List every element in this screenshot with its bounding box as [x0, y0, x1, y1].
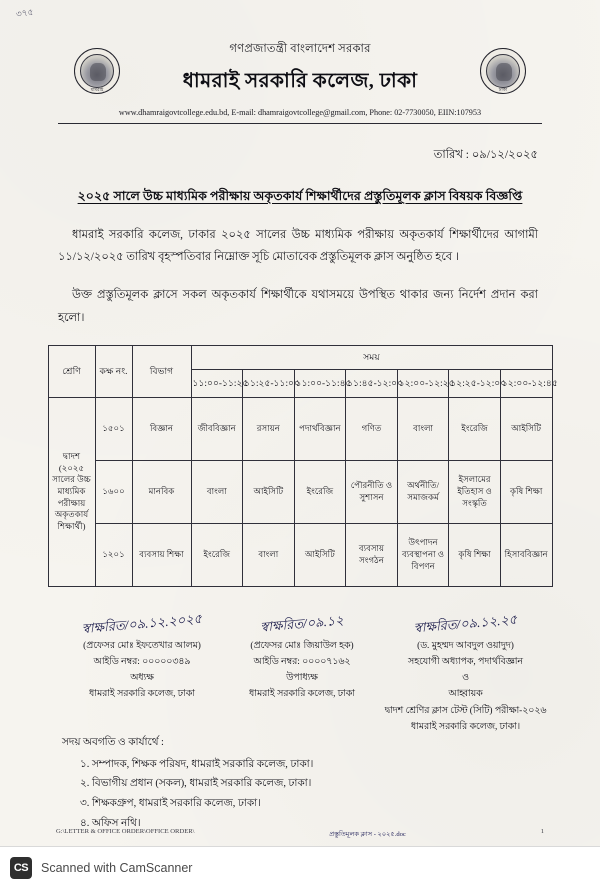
notice-paragraph-2: উক্ত প্রস্তুতিমূলক ক্লাসে সকল অকৃতকার্য শিক্ষার্থীকে যথাসময়ে উপস্থিত থাকার জন্য নির্দেশ প্রদান করা হলো।	[58, 289, 538, 324]
signature-role: আহ্বায়ক	[448, 689, 483, 700]
subject-cell: হিসাববিজ্ঞান	[500, 523, 552, 586]
signature-id: আইডি নম্বর: ০০০০৭১৬২	[253, 656, 351, 667]
camscanner-watermark-bar	[0, 846, 600, 888]
table-header-row	[48, 345, 552, 369]
table-row	[48, 460, 552, 523]
room-cell: ১৬০০	[95, 460, 132, 523]
signature-designation: উপাধ্যক্ষ	[286, 673, 318, 684]
subject-cell: উৎপাদন ব্যবস্থাপনা ও বিপণন	[397, 523, 449, 586]
subject-cell: আইসিটি	[500, 397, 552, 460]
list-item: ৪. অফিস নথি।	[80, 817, 141, 829]
subject-cell: পদার্থবিজ্ঞান	[294, 397, 346, 460]
subject-cell: বাংলা	[243, 523, 295, 586]
date-line: তারিখ : ০৯/১২/২০২৫	[433, 149, 538, 161]
right-logo-caption: ঢাকা	[498, 86, 508, 92]
header-class: শ্রেণি	[48, 345, 95, 397]
table-row	[48, 523, 552, 586]
camscanner-logo-icon: CS	[10, 857, 32, 879]
subject-cell: কৃষি শিক্ষা	[449, 523, 501, 586]
signature-name: (প্রফেসর মোঃ ইফতেখার আলম)	[83, 640, 201, 651]
subject-cell: ইসলামের ইতিহাস ও সংস্কৃতি	[449, 460, 501, 523]
college-logo-icon	[480, 48, 526, 94]
signature-institution: ধামরাই সরকারি কলেজ, ঢাকা	[249, 689, 355, 700]
room-cell: ১২০১	[95, 523, 132, 586]
time-slot-7: ১২:০০-১২:৪৫	[500, 369, 552, 397]
signature-designation: সহযোগী অধ্যাপক, পদার্থবিজ্ঞান	[408, 656, 523, 667]
handwritten-corner-note: ৩৭৫	[15, 6, 35, 20]
header-group: বিভাগ	[132, 345, 191, 397]
footer-path: G:\LETTER & OFFICE ORDER\OFFICE ORDER\	[56, 828, 195, 835]
time-slot-5: ১২:০০-১২:২৫	[397, 369, 449, 397]
subject-cell: গণিত	[346, 397, 398, 460]
subject-cell: ইংরেজি	[294, 460, 346, 523]
distribution-heading: সদয় অবগতি ও কার্যার্থে :	[62, 736, 164, 748]
time-slot-2: ১১:২৫-১১:০০	[243, 369, 295, 397]
subject-cell: রসায়ন	[243, 397, 295, 460]
subject-cell: বাংলা	[397, 397, 449, 460]
time-slot-6: ১২:২৫-১২:০০	[449, 369, 501, 397]
class-label-cell: দ্বাদশ (২০২৫ সালের উচ্চ মাধ্যমিক পরীক্ষায় অকৃতকার্য শিক্ষার্থী)	[48, 397, 95, 586]
subject-cell: ইংরেজি	[191, 523, 243, 586]
room-cell: ১৫০১	[95, 397, 132, 460]
subject-cell: আইসিটি	[243, 460, 295, 523]
time-slot-1: ১১:০০-১১:২৫	[191, 369, 243, 397]
list-item: ২. বিভাগীয় প্রধান (সকল), ধামরাই সরকারি কলেজ, ঢাকা।	[80, 778, 312, 790]
table-row	[48, 397, 552, 460]
government-emblem-icon	[74, 48, 120, 94]
subject-cell: পৌরনীতি ও সুশাসন	[346, 460, 398, 523]
list-item: ১. সম্পাদক, শিক্ষক পরিষদ, ধামরাই সরকারি কলেজ, ঢাকা।	[80, 758, 314, 770]
time-slot-3: ১১:০০-১১:৪৫	[294, 369, 346, 397]
signature-block	[0, 610, 600, 732]
subject-cell: ব্যবসায় সংগঠন	[346, 523, 398, 586]
notice-title: ২০২৫ সালে উচ্চ মাধ্যমিক পরীক্ষায় অকৃতকার্য শিক্ষার্থীদের প্রস্তুতিমূলক ক্লাস বিষয়ক বিজ্ঞপ্তি	[77, 189, 523, 203]
subject-cell: অর্থনীতি/ সমাজকর্ম	[397, 460, 449, 523]
distribution-list	[62, 733, 600, 834]
subject-cell: বাংলা	[191, 460, 243, 523]
contact-line: www.dhamraigovtcollege.edu.bd, E-mail: dhamraigovtcollege@gmail.com, Phone: 02-7730050, EIIN:107953	[118, 108, 482, 117]
signature-conjunction: ও	[462, 673, 469, 684]
subject-cell: আইসিটি	[294, 523, 346, 586]
left-logo-caption: ধামরাই	[90, 86, 104, 92]
college-name: ধামরাই সরকারি কলেজ, ঢাকা	[182, 70, 418, 92]
document-header	[0, 0, 600, 124]
signature-scribble: স্বাক্ষরিত/০৯.১২	[259, 612, 345, 635]
document-footer	[0, 828, 600, 840]
group-cell: ব্যবসায় শিক্ষা	[132, 523, 191, 586]
group-cell: মানবিক	[132, 460, 191, 523]
header-room: কক্ষ নং.	[95, 345, 132, 397]
footer-page-number: 1	[540, 828, 544, 835]
notice-paragraph-1: ধামরাই সরকারি কলেজ, ঢাকার ২০২৫ সালের উচ্চ মাধ্যমিক পরীক্ষায় অকৃতকার্য শিক্ষার্থীদের আগামী ১১/১২/২০২৫ তারিখ বৃহস্পতিবার নিম্নোক্ত সূচি মোতাবেক প্রস্তুতিমূলক ক্লাস অনুষ্ঠিত হবে ।	[58, 228, 538, 264]
signature-designation: অধ্যক্ষ	[130, 673, 154, 684]
signature-name: (প্রফেসর মোঃ জিয়াউল হক)	[250, 640, 354, 651]
class-routine-table	[48, 345, 558, 587]
government-line: গণপ্রজাতন্ত্রী বাংলাদেশ সরকার	[229, 43, 371, 55]
time-slot-4: ১১:৪৫-১২:০০	[346, 369, 398, 397]
signature-id: আইডি নম্বর: ০০০০০৩৪৯	[93, 656, 191, 667]
subject-cell: কৃষি শিক্ষা	[500, 460, 552, 523]
header-divider	[58, 123, 542, 124]
signature-convener	[358, 613, 573, 735]
signature-principal	[62, 610, 222, 703]
subject-cell: ইংরেজি	[449, 397, 501, 460]
header-time: সময়	[191, 345, 552, 369]
signature-scribble: স্বাক্ষরিত/০৯.১২.২০২৫	[81, 610, 203, 637]
group-cell: বিজ্ঞান	[132, 397, 191, 460]
signature-institution: ধামরাই সরকারি কলেজ, ঢাকা।	[410, 721, 521, 732]
footer-filename: প্রস্তুতিমূলক ক্লাস - ২০২৫.doc	[329, 831, 406, 838]
signature-name: (ড. মুহম্মদ আবদুল ওয়াদুদ)	[417, 640, 514, 651]
signature-scribble: স্বাক্ষরিত/০৯.১২.২৫	[413, 611, 518, 636]
subject-cell: জীববিজ্ঞান	[191, 397, 243, 460]
camscanner-watermark-text: Scanned with CamScanner	[41, 860, 193, 875]
signature-institution: ধামরাই সরকারি কলেজ, ঢাকা	[89, 689, 195, 700]
list-item: ৩. শিক্ষকগ্রুপ, ধামরাই সরকারি কলেজ, ঢাকা।	[80, 798, 261, 810]
signature-committee: দ্বাদশ শ্রেণির ক্লাস টেস্ট (সিটি) পরীক্ষা-২০২৬	[384, 705, 547, 716]
